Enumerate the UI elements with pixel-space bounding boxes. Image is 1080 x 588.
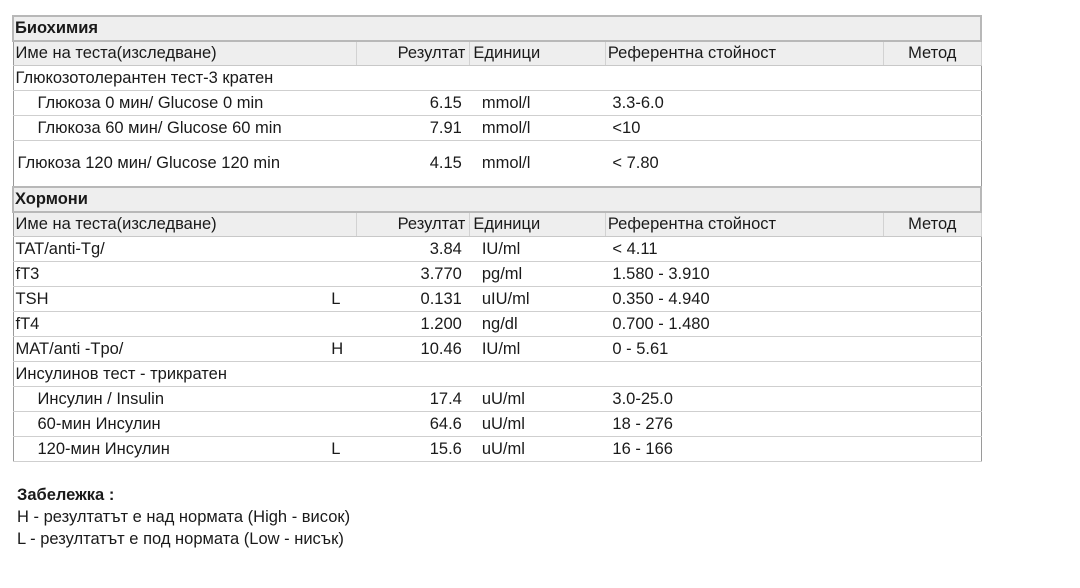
test-name: MAT/anti -Tpo/ [13, 337, 330, 362]
section-header-hormones [13, 187, 981, 212]
test-reference: 3.0-25.0 [605, 387, 883, 412]
table-row [13, 91, 981, 116]
test-method [884, 237, 981, 262]
lab-results-table [12, 15, 982, 462]
header-name: Име на теста(изследване) [13, 212, 356, 237]
test-reference: 16 - 166 [605, 437, 883, 462]
group-title: Инсулинов тест - трикратен [13, 362, 981, 387]
table-row [13, 412, 981, 437]
test-flag [330, 91, 356, 116]
test-method [884, 437, 981, 462]
test-result: 3.770 [356, 262, 469, 287]
test-flag [330, 387, 356, 412]
test-name: Глюкоза 60 мин/ Glucose 60 min [13, 116, 330, 141]
header-result: Резултат [356, 212, 469, 237]
test-result: 0.131 [356, 287, 469, 312]
test-reference: 0 - 5.61 [605, 337, 883, 362]
test-unit: uU/ml [470, 387, 606, 412]
header-reference: Референтна стойност [605, 41, 883, 66]
table-row [13, 116, 981, 141]
header-reference: Референтна стойност [605, 212, 883, 237]
test-name: 60-мин Инсулин [13, 412, 330, 437]
test-name: Глюкоза 0 мин/ Glucose 0 min [13, 91, 330, 116]
test-method [884, 287, 981, 312]
test-unit: ng/dl [470, 312, 606, 337]
test-flag [330, 312, 356, 337]
table-row [13, 337, 981, 362]
test-reference: < 4.11 [605, 237, 883, 262]
header-units: Единици [470, 212, 606, 237]
header-units: Единици [470, 41, 606, 66]
test-flag: L [330, 437, 356, 462]
test-unit: uU/ml [470, 437, 606, 462]
test-result: 7.91 [356, 116, 469, 141]
test-unit: pg/ml [470, 262, 606, 287]
test-unit: mmol/l [470, 141, 606, 188]
header-method: Метод [884, 212, 981, 237]
test-flag [330, 141, 356, 188]
test-reference: 0.350 - 4.940 [605, 287, 883, 312]
test-result: 15.6 [356, 437, 469, 462]
test-name: Инсулин / Insulin [13, 387, 330, 412]
test-reference: 1.580 - 3.910 [605, 262, 883, 287]
test-result: 3.84 [356, 237, 469, 262]
test-unit: uU/ml [470, 412, 606, 437]
table-row [13, 141, 981, 188]
table-row [13, 237, 981, 262]
test-method [884, 312, 981, 337]
test-result: 1.200 [356, 312, 469, 337]
test-name: fT4 [13, 312, 330, 337]
test-flag [330, 412, 356, 437]
test-reference: 3.3-6.0 [605, 91, 883, 116]
test-reference: 18 - 276 [605, 412, 883, 437]
table-row [13, 437, 981, 462]
section-header-biochem [13, 16, 981, 41]
test-unit: mmol/l [470, 91, 606, 116]
test-flag: L [330, 287, 356, 312]
test-result: 10.46 [356, 337, 469, 362]
test-method [884, 412, 981, 437]
test-method [884, 91, 981, 116]
group-row [13, 362, 981, 387]
test-reference: 0.700 - 1.480 [605, 312, 883, 337]
table-row [13, 312, 981, 337]
test-result: 6.15 [356, 91, 469, 116]
test-method [884, 337, 981, 362]
legend-note [17, 484, 350, 550]
group-row [13, 66, 981, 91]
column-header-row [13, 212, 981, 237]
test-flag [330, 116, 356, 141]
table-row [13, 387, 981, 412]
test-result: 64.6 [356, 412, 469, 437]
column-header-row [13, 41, 981, 66]
test-method [884, 387, 981, 412]
note-low: L - резултатът е под нормата (Low - нисък) [17, 530, 344, 548]
header-method: Метод [884, 41, 981, 66]
table-row [13, 262, 981, 287]
test-flag: H [330, 337, 356, 362]
test-unit: uIU/ml [470, 287, 606, 312]
note-title: Забележка : [17, 486, 115, 504]
test-unit: mmol/l [470, 116, 606, 141]
test-name: fT3 [13, 262, 330, 287]
section-title: Биохимия [13, 16, 981, 41]
test-name: TSH [13, 287, 330, 312]
header-name: Име на теста(изследване) [13, 41, 356, 66]
header-result: Резултат [356, 41, 469, 66]
group-title: Глюкозотолерантен тест-3 кратен [13, 66, 981, 91]
test-result: 4.15 [356, 141, 469, 188]
test-method [884, 116, 981, 141]
test-reference: < 7.80 [605, 141, 883, 188]
section-title: Хормони [13, 187, 981, 212]
test-unit: IU/ml [470, 337, 606, 362]
test-unit: IU/ml [470, 237, 606, 262]
test-flag [330, 262, 356, 287]
test-method [884, 262, 981, 287]
table-row [13, 287, 981, 312]
test-name: 120-мин Инсулин [13, 437, 330, 462]
test-name: TAT/anti-Tg/ [13, 237, 330, 262]
test-reference: <10 [605, 116, 883, 141]
test-name: Глюкоза 120 мин/ Glucose 120 min [13, 141, 330, 188]
note-high: H - резултатът е над нормата (High - висок) [17, 508, 351, 526]
test-method [884, 141, 981, 188]
test-result: 17.4 [356, 387, 469, 412]
test-flag [330, 237, 356, 262]
